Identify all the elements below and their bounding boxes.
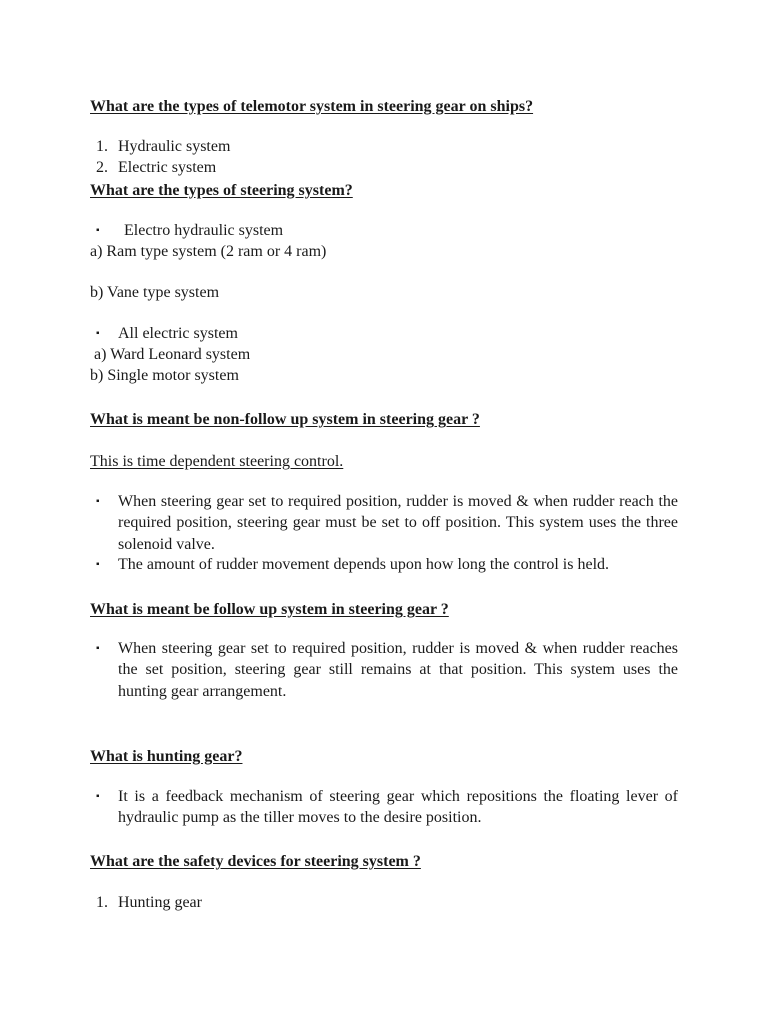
sub-item: a) Ram type system (2 ram or 4 ram)	[90, 243, 327, 260]
heading-hunting-gear: What is hunting gear?	[90, 748, 243, 765]
bullet-marker: ▪	[96, 328, 100, 339]
sub-item: b) Single motor system	[90, 367, 239, 384]
bullet-marker: ▪	[96, 559, 100, 570]
list-item: Electro hydraulic system	[124, 222, 284, 239]
sub-item: a) Ward Leonard system	[90, 346, 251, 363]
list-marker: 1.	[96, 138, 108, 155]
heading-telemotor-types: What are the types of telemotor system in steering gear on ships?	[90, 98, 534, 115]
list-marker: 2.	[96, 159, 108, 176]
bullet-marker: ▪	[96, 225, 100, 236]
sub-item: b) Vane type system	[90, 284, 220, 301]
bullet-paragraph: The amount of rudder movement depends upon how long the control is held.	[118, 556, 610, 573]
list-item: Electric system	[118, 159, 217, 176]
bullet-marker: ▪	[96, 496, 100, 507]
list-item: All electric system	[118, 325, 238, 342]
bullet-paragraph: When steering gear set to required position, rudder is moved & when rudder reaches the set position, steering gear still remains at that position. This system uses the hunting gear arrangement.	[118, 640, 678, 700]
bullet-marker: ▪	[96, 643, 100, 654]
bullet-paragraph: It is a feedback mechanism of steering gear which repositions the floating lever of hydraulic pump as the tiller moves to the desire position.	[118, 788, 678, 827]
heading-steering-system-types: What are the types of steering system?	[90, 182, 353, 199]
heading-safety-devices: What are the safety devices for steering system ?	[90, 853, 421, 870]
heading-follow-up-system: What is meant be follow up system in steering gear ?	[90, 601, 449, 618]
intro-text: This is time dependent steering control.	[90, 453, 344, 470]
list-marker: 1.	[96, 894, 108, 911]
list-item: Hydraulic system	[118, 138, 231, 155]
bullet-marker: ▪	[96, 791, 100, 802]
bullet-paragraph: When steering gear set to required position, rudder is moved & when rudder reach the required position, steering gear must be set to off position. This system uses the three solenoid valve.	[118, 493, 678, 553]
heading-non-follow-up-system: What is meant be non-follow up system in steering gear ?	[90, 411, 480, 428]
list-item: Hunting gear	[118, 894, 202, 911]
